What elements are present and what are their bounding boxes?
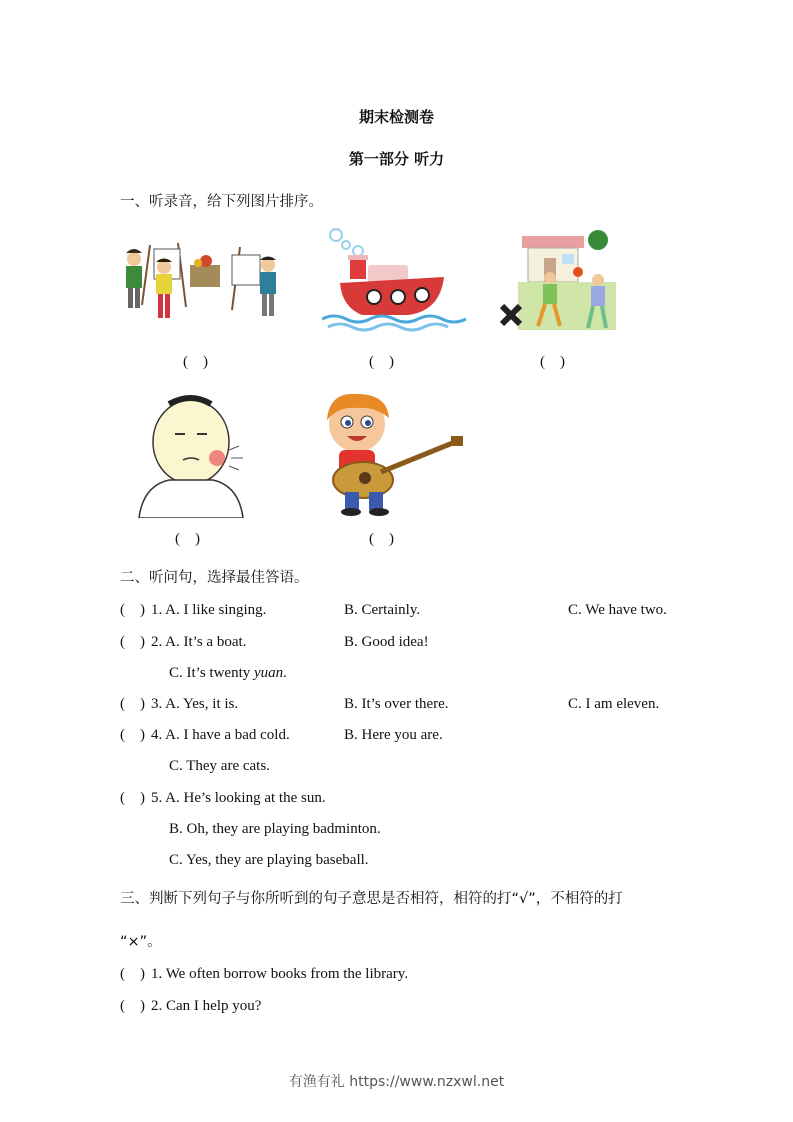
footer-watermark: 有渔有礼 https://www.nzxwl.net <box>288 1074 505 1090</box>
q4-option-c: C. They are cats. <box>169 758 270 774</box>
q4-option-a: 4. A. I have a bad cold. <box>151 727 290 743</box>
answer-blank-q3[interactable]: ( ) <box>120 696 145 712</box>
answer-blank-judge-2[interactable]: ( ) <box>120 998 145 1014</box>
q2-option-c-italic: yuan <box>254 665 284 681</box>
q3-option-b: B. It’s over there. <box>344 696 449 712</box>
boy-guitar-picture <box>305 388 465 516</box>
answer-blank-picture-2[interactable]: ( ) <box>369 354 394 370</box>
q5-option-a: 5. A. He’s looking at the sun. <box>151 790 326 806</box>
q4-option-b: B. Here you are. <box>344 727 443 743</box>
q1-option-a: 1. A. I like singing. <box>151 602 267 618</box>
answer-blank-picture-4[interactable]: ( ) <box>175 531 200 547</box>
part-title: 第一部分 听力 <box>348 150 445 168</box>
answer-blank-picture-5[interactable]: ( ) <box>369 531 394 547</box>
children-painting-picture <box>120 235 280 330</box>
page-title: 期末检测卷 <box>358 108 434 126</box>
answer-blank-q4[interactable]: ( ) <box>120 727 145 743</box>
answer-blank-picture-3[interactable]: ( ) <box>540 354 565 370</box>
q2-option-a: 2. A. It’s a boat. <box>151 634 247 650</box>
cross-mark-icon <box>502 306 520 324</box>
q2-option-c <box>169 665 287 682</box>
boys-playing-ball-picture <box>498 228 616 336</box>
section2-heading: 二、听问句，选择最佳答语。 <box>120 570 309 586</box>
q1-option-c: C. We have two. <box>568 602 667 618</box>
answer-blank-q5[interactable]: ( ) <box>120 790 145 806</box>
q3-option-c: C. I am eleven. <box>568 696 660 712</box>
toy-boat-picture <box>322 225 467 340</box>
q2-option-b: B. Good idea! <box>344 634 429 650</box>
q1-option-b: B. Certainly. <box>344 602 421 618</box>
section3-heading-line2: “×”。 <box>120 934 162 950</box>
q2-option-c-prefix: C. It’s twenty <box>169 665 254 681</box>
answer-blank-q1[interactable]: ( ) <box>120 602 145 618</box>
answer-blank-picture-1[interactable]: ( ) <box>183 354 208 370</box>
answer-blank-q2[interactable]: ( ) <box>120 634 145 650</box>
section1-heading: 一、听录音，给下列图片排序。 <box>120 194 323 210</box>
q5-option-b: B. Oh, they are playing badminton. <box>169 821 381 837</box>
judge-item-2: 2. Can I help you? <box>151 998 262 1014</box>
judge-item-1: 1. We often borrow books from the library. <box>151 966 409 982</box>
section3-heading-line1: 三、判断下列句子与你所听到的句子意思是否相符，相符的打“√”，不相符的打 <box>120 891 623 907</box>
q3-option-a: 3. A. Yes, it is. <box>151 696 239 712</box>
q2-option-c-suffix: . <box>283 665 287 681</box>
boy-toothache-picture <box>135 390 247 518</box>
answer-blank-judge-1[interactable]: ( ) <box>120 966 145 982</box>
q5-option-c: C. Yes, they are playing baseball. <box>169 852 369 868</box>
